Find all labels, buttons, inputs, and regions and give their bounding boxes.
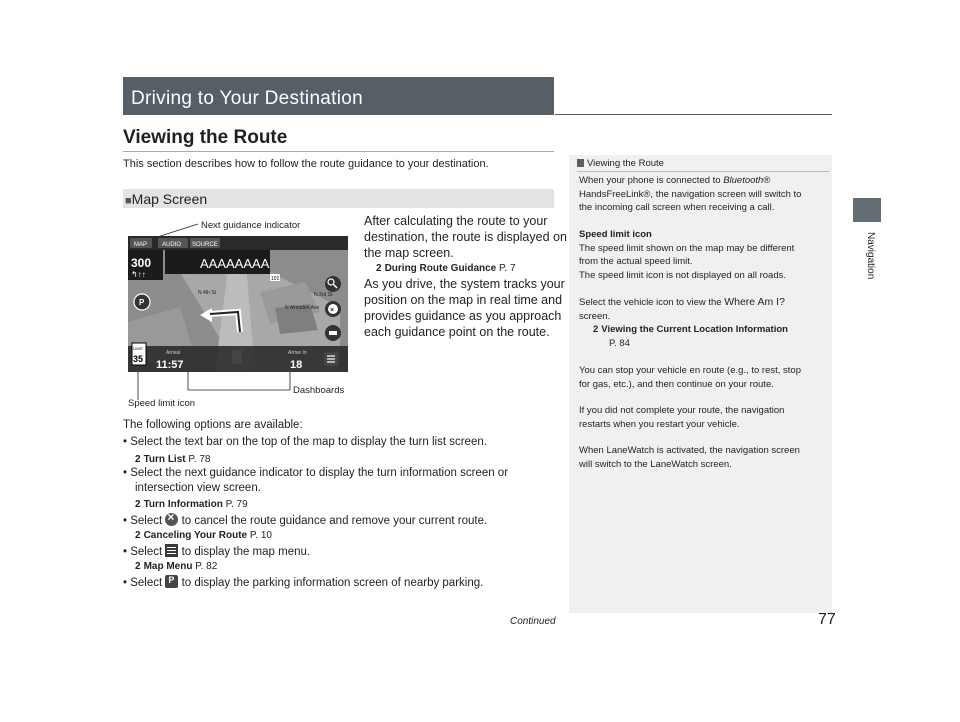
sidebar-text: ® xyxy=(763,175,771,186)
guidance-distance: 300 xyxy=(131,256,152,270)
option-text: Select xyxy=(130,546,166,558)
sidebar-paragraph xyxy=(579,174,801,215)
arrive-in-value: 18 xyxy=(290,359,303,371)
option-item: • Select the text bar on the top of the map to display the turn list screen. xyxy=(123,436,487,448)
option-text: Select xyxy=(130,515,166,527)
sidebar-paragraph xyxy=(579,404,784,431)
option-text: to display the parking information screen of nearby parking. xyxy=(178,577,484,589)
reference-title: Viewing the Current Location Information xyxy=(601,324,788,335)
reference-arrow-icon: 2 xyxy=(376,263,382,274)
sidebar-text: for gas, etc.), and then continue on your route. xyxy=(579,378,774,390)
callout-speed-limit: Speed limit icon xyxy=(128,398,196,409)
vehicle-icon xyxy=(232,350,242,364)
reference-page: P. 7 xyxy=(499,263,516,274)
body-paragraph-2 xyxy=(364,276,565,340)
section-tab-marker xyxy=(853,198,881,222)
body-line: provides guidance as you approach xyxy=(364,309,562,323)
option-item: • Select to display the map menu. xyxy=(123,546,311,558)
sidebar-text: will switch to the LaneWatch screen. xyxy=(579,458,732,470)
sidebar-text: from the actual speed limit. xyxy=(579,256,693,267)
option-text: Select the text bar on the top of the map to display the turn list screen. xyxy=(130,436,487,448)
body-line: position on the map in real time and xyxy=(364,293,563,307)
arrive-in-label: Arrive In xyxy=(288,350,307,356)
body-line: the map screen. xyxy=(364,246,454,260)
body-paragraph-1 xyxy=(364,213,567,261)
callout-dashboards: Dashboards xyxy=(293,385,345,396)
source-button-label: SOURCE xyxy=(192,242,218,248)
speed-limit-value: 35 xyxy=(133,354,144,364)
sidebar-paragraph xyxy=(579,228,794,282)
subsection-title xyxy=(125,191,207,207)
body-line: As you drive, the system tracks your xyxy=(364,277,565,291)
reference-page: P. 82 xyxy=(195,561,218,572)
section-rule xyxy=(123,151,554,152)
sidebar-heading-text: Viewing the Route xyxy=(587,158,664,169)
parking-icon xyxy=(165,575,178,588)
cross-reference[interactable] xyxy=(135,530,272,541)
section-tab-label: Navigation xyxy=(865,232,876,280)
callout-next-guidance: Next guidance indicator xyxy=(201,220,301,231)
sidebar-text: Select the vehicle icon to view the xyxy=(579,297,725,308)
option-text: Select xyxy=(130,577,166,589)
sidebar-text: When LaneWatch is activated, the navigation screen xyxy=(579,445,800,456)
reference-page: P. 84 xyxy=(609,337,630,349)
lane-arrows-icon: ↰↑↑ xyxy=(131,270,146,279)
map-street-label: N Almaden Ave xyxy=(285,305,320,311)
reference-page: P. 78 xyxy=(188,454,211,465)
audio-button-label: AUDIO xyxy=(162,242,182,248)
page-number: 77 xyxy=(818,611,836,628)
sidebar-text: restarts when you restart your vehicle. xyxy=(579,418,740,430)
reference-arrow-icon: 2 xyxy=(135,561,141,572)
chapter-rule xyxy=(555,114,832,115)
map-street-label: N 4th St xyxy=(198,290,217,296)
section-title: Viewing the Route xyxy=(123,127,288,148)
cross-reference[interactable] xyxy=(593,323,788,350)
sidebar-paragraph xyxy=(579,364,801,391)
reference-arrow-icon: 2 xyxy=(135,454,141,465)
svg-text:×: × xyxy=(330,307,335,314)
cross-reference[interactable] xyxy=(135,561,217,572)
sidebar-text: HandsFreeLink®, the navigation screen will switch to xyxy=(579,188,802,200)
sidebar-rule xyxy=(577,171,830,172)
chapter-title: Driving to Your Destination xyxy=(131,88,364,109)
section-intro: This section describes how to follow the route guidance to your destination. xyxy=(123,158,489,170)
map-button-label: MAP xyxy=(134,242,148,248)
sidebar-paragraph xyxy=(579,296,785,323)
reference-page: P. 10 xyxy=(249,530,272,541)
sidebar-text: Where Am I? xyxy=(724,296,785,308)
sidebar-text: Bluetooth xyxy=(723,175,764,186)
street-name: AAAAAAAA xyxy=(200,256,270,271)
reference-arrow-icon: 2 xyxy=(135,530,141,541)
option-text: to cancel the route guidance and remove your current route. xyxy=(178,515,488,527)
reference-page: P. 79 xyxy=(225,499,248,510)
cross-reference[interactable] xyxy=(376,263,516,274)
sidebar-text: You can stop your vehicle en route (e.g., to rest, stop xyxy=(579,365,801,376)
option-item: • Select × to cancel the route guidance and remove your current route. xyxy=(123,513,487,527)
sidebar-text: When your phone is connected to xyxy=(579,175,724,186)
menu-icon xyxy=(165,544,178,557)
sidebar-heading xyxy=(577,158,664,169)
option-text: to display the map menu. xyxy=(178,546,311,558)
arrival-label: Arrival xyxy=(166,350,181,356)
body-line: After calculating the route to your xyxy=(364,214,548,228)
reference-arrow-icon: 2 xyxy=(593,324,599,335)
sidebar-text: The speed limit icon is not displayed on all roads. xyxy=(579,269,787,281)
sidebar-text: If you did not complete your route, the navigation xyxy=(579,405,785,416)
cancel-icon xyxy=(165,513,178,526)
continued-label: Continued xyxy=(510,616,556,627)
map-street-label: N 3rd St xyxy=(314,292,333,298)
reference-title: During Route Guidance xyxy=(384,263,497,274)
option-item: • Select the next guidance indicator to display the turn information screen or xyxy=(123,467,509,479)
reference-title: Map Menu xyxy=(143,561,193,572)
sidebar-subheading: Speed limit icon xyxy=(579,229,652,240)
svg-text:P: P xyxy=(139,298,145,307)
body-line: each guidance point on the route. xyxy=(364,325,550,339)
sidebar-text: The speed limit shown on the map may be different xyxy=(579,242,795,254)
options-lead: The following options are available: xyxy=(123,419,303,431)
route-shield-label: 101 xyxy=(271,276,280,282)
reference-title: Canceling Your Route xyxy=(143,530,248,541)
option-item: • Select P to display the parking information screen of nearby parking. xyxy=(123,575,483,589)
sidebar-text: the incoming call screen when receiving a call. xyxy=(579,202,775,213)
reference-arrow-icon: 2 xyxy=(135,499,141,510)
cross-reference[interactable] xyxy=(135,499,248,510)
reference-title: Turn Information xyxy=(143,499,223,510)
subsection-title-text: Map Screen xyxy=(131,191,208,207)
body-line: destination, the route is displayed on xyxy=(364,230,567,244)
option-text: Select the next guidance indicator to display the turn information screen or xyxy=(130,467,509,479)
arrival-time: 11:57 xyxy=(156,359,184,371)
sidebar-paragraph xyxy=(579,444,800,471)
speed-limit-label: LIMIT xyxy=(133,346,144,351)
sidebar-text: screen. xyxy=(579,310,611,322)
option-text-continued: intersection view screen. xyxy=(135,482,261,494)
reference-title: Turn List xyxy=(143,454,186,465)
cross-reference[interactable] xyxy=(135,454,210,465)
sidebar-note-marker xyxy=(577,159,584,167)
subsection-marker: ■ xyxy=(125,195,132,207)
navigation-screen-figure xyxy=(120,212,360,412)
